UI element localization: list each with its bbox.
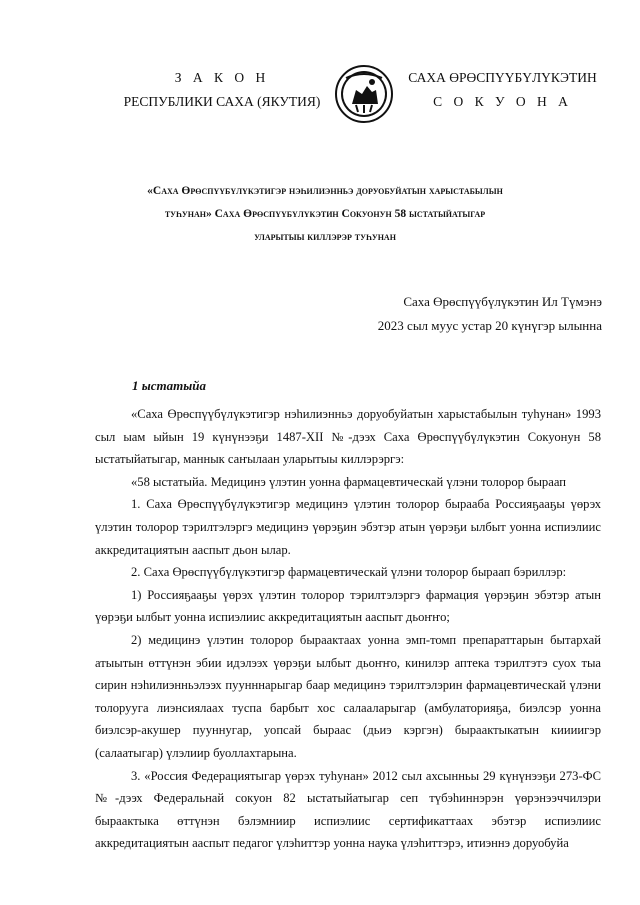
header-republic-name: РЕСПУБЛИКИ САХА (ЯКУТИЯ) <box>123 94 321 109</box>
header-left <box>108 66 336 114</box>
document-title <box>80 180 570 249</box>
header-republic-name-sakha: САХА ӨРӨСПҮҮБҮЛҮКЭТИН <box>408 70 597 85</box>
title-line-1: «Саха Өрөспүүбүлүкэтигэр нэһилиэнньэ доруобуйатын харыстабылын <box>147 185 503 197</box>
article-heading: 1 ыстатыйа <box>132 378 207 393</box>
document-body <box>95 403 601 855</box>
paragraph-2: 2. Саха Өрөспүүбүлүкэтигэр фармацевтическай үлэни толорор быраап бэриллэр: <box>131 565 567 580</box>
paragraph-2-item-2: 2) медицинэ үлэтин толорор быраактаах уонна эмп-томп препараттарын бытархай атыытын өттүнэн эбии идэлээх үөрэҕи ылбыт дьоҥҥо, кинилэр аптека тэрилтэтэ суох тыа сирин нэһилиэнньэлээх пуунннарыгар баар медицинэ тэрилтэлэрин фармацевтическай үлэни толорууга лиэнсиялаах туспа барбыт хос салааларыгар (амбулаторияҕа, биэлсэр уонна биэлсэр-акушер пууннугар, уопсай быраас (дьиэ кэргэн) быраактыкатын киииигэр (салаатыгар) үлэлиир буоллахтарына. <box>95 632 601 760</box>
paragraph-2-item-1: 1) Россияҕааҕы үөрэх үлэтин толорор тэрилтэлэргэ фармация үөрэҕин эбэтэр атын үөрэҕи ылбыт уонна испиэлиис аккредитациятын ааспыт дьоҥҥо; <box>95 587 601 625</box>
paragraph-1: 1. Саха Өрөспүүбүлүкэтигэр медицинэ үлэтин толорор бырааба Россияҕааҕы үөрэх үлэтин толорор тэрилтэлэргэ медицинэ үөрэҕин эбэтэр атын үөрэҕи ылбыт уонна испиэлиис аккредитациятын ааспыт дьон ылар. <box>95 497 601 557</box>
paragraph-3: 3. «Россия Федерациятыгар үөрэх туһунан» 2012 сыл ахсынньы 29 күнүнээҕи 273-ФС №-дээх Федеральнай сокуон 82 ыстатыйатыгар сеп түбэһиннэрэн үөрэнээччилэри быраактыка өттүнэн бэлэмниир испиэлиис сертификаттаах эбэтэр испиэлиис аккредитациятын ааспыт педагог үлэһиттэр уонна наука үлэһиттэрэ, итиэннэ доруобуйа <box>95 768 601 851</box>
paragraph-intro: «Саха Өрөспүүбүлүкэтигэр нэһилиэнньэ доруобуйатын харыстабылын туһунан» 1993 сыл ыам ыйын 19 күнүнээҕи 1487-XII №-дээх Саха Өрөспүүбүлүкэтин Сокуонун 58 ыстатыйатыгар, маннык саҥылаан уларытыы киллэрэргэ: <box>95 407 601 467</box>
sakha-emblem-icon <box>334 64 394 124</box>
adoption-body: Саха Өрөспүүбүлүкэтин Ил Түмэнэ <box>403 294 602 309</box>
header-right <box>400 66 605 114</box>
paragraph-article-title: «58 ыстатыйа. Медицинэ үлэтин уонна фармацевтическай үлэни толорор быраап <box>131 474 566 489</box>
title-line-2: туһунан» Саха Өрөспүүбүлүкэтин Сокуонун 58 ыстатыйатыгар <box>164 208 486 220</box>
adoption-date: 2023 сыл муус устар 20 күнүгэр ылынна <box>377 318 602 333</box>
adoption-info <box>378 290 602 338</box>
title-line-3: уларытыы киллэрэр туһунан <box>254 231 396 243</box>
header-law-label: З А К О Н <box>174 70 270 85</box>
header-law-label-sakha: С О К У О Н А <box>433 94 572 109</box>
